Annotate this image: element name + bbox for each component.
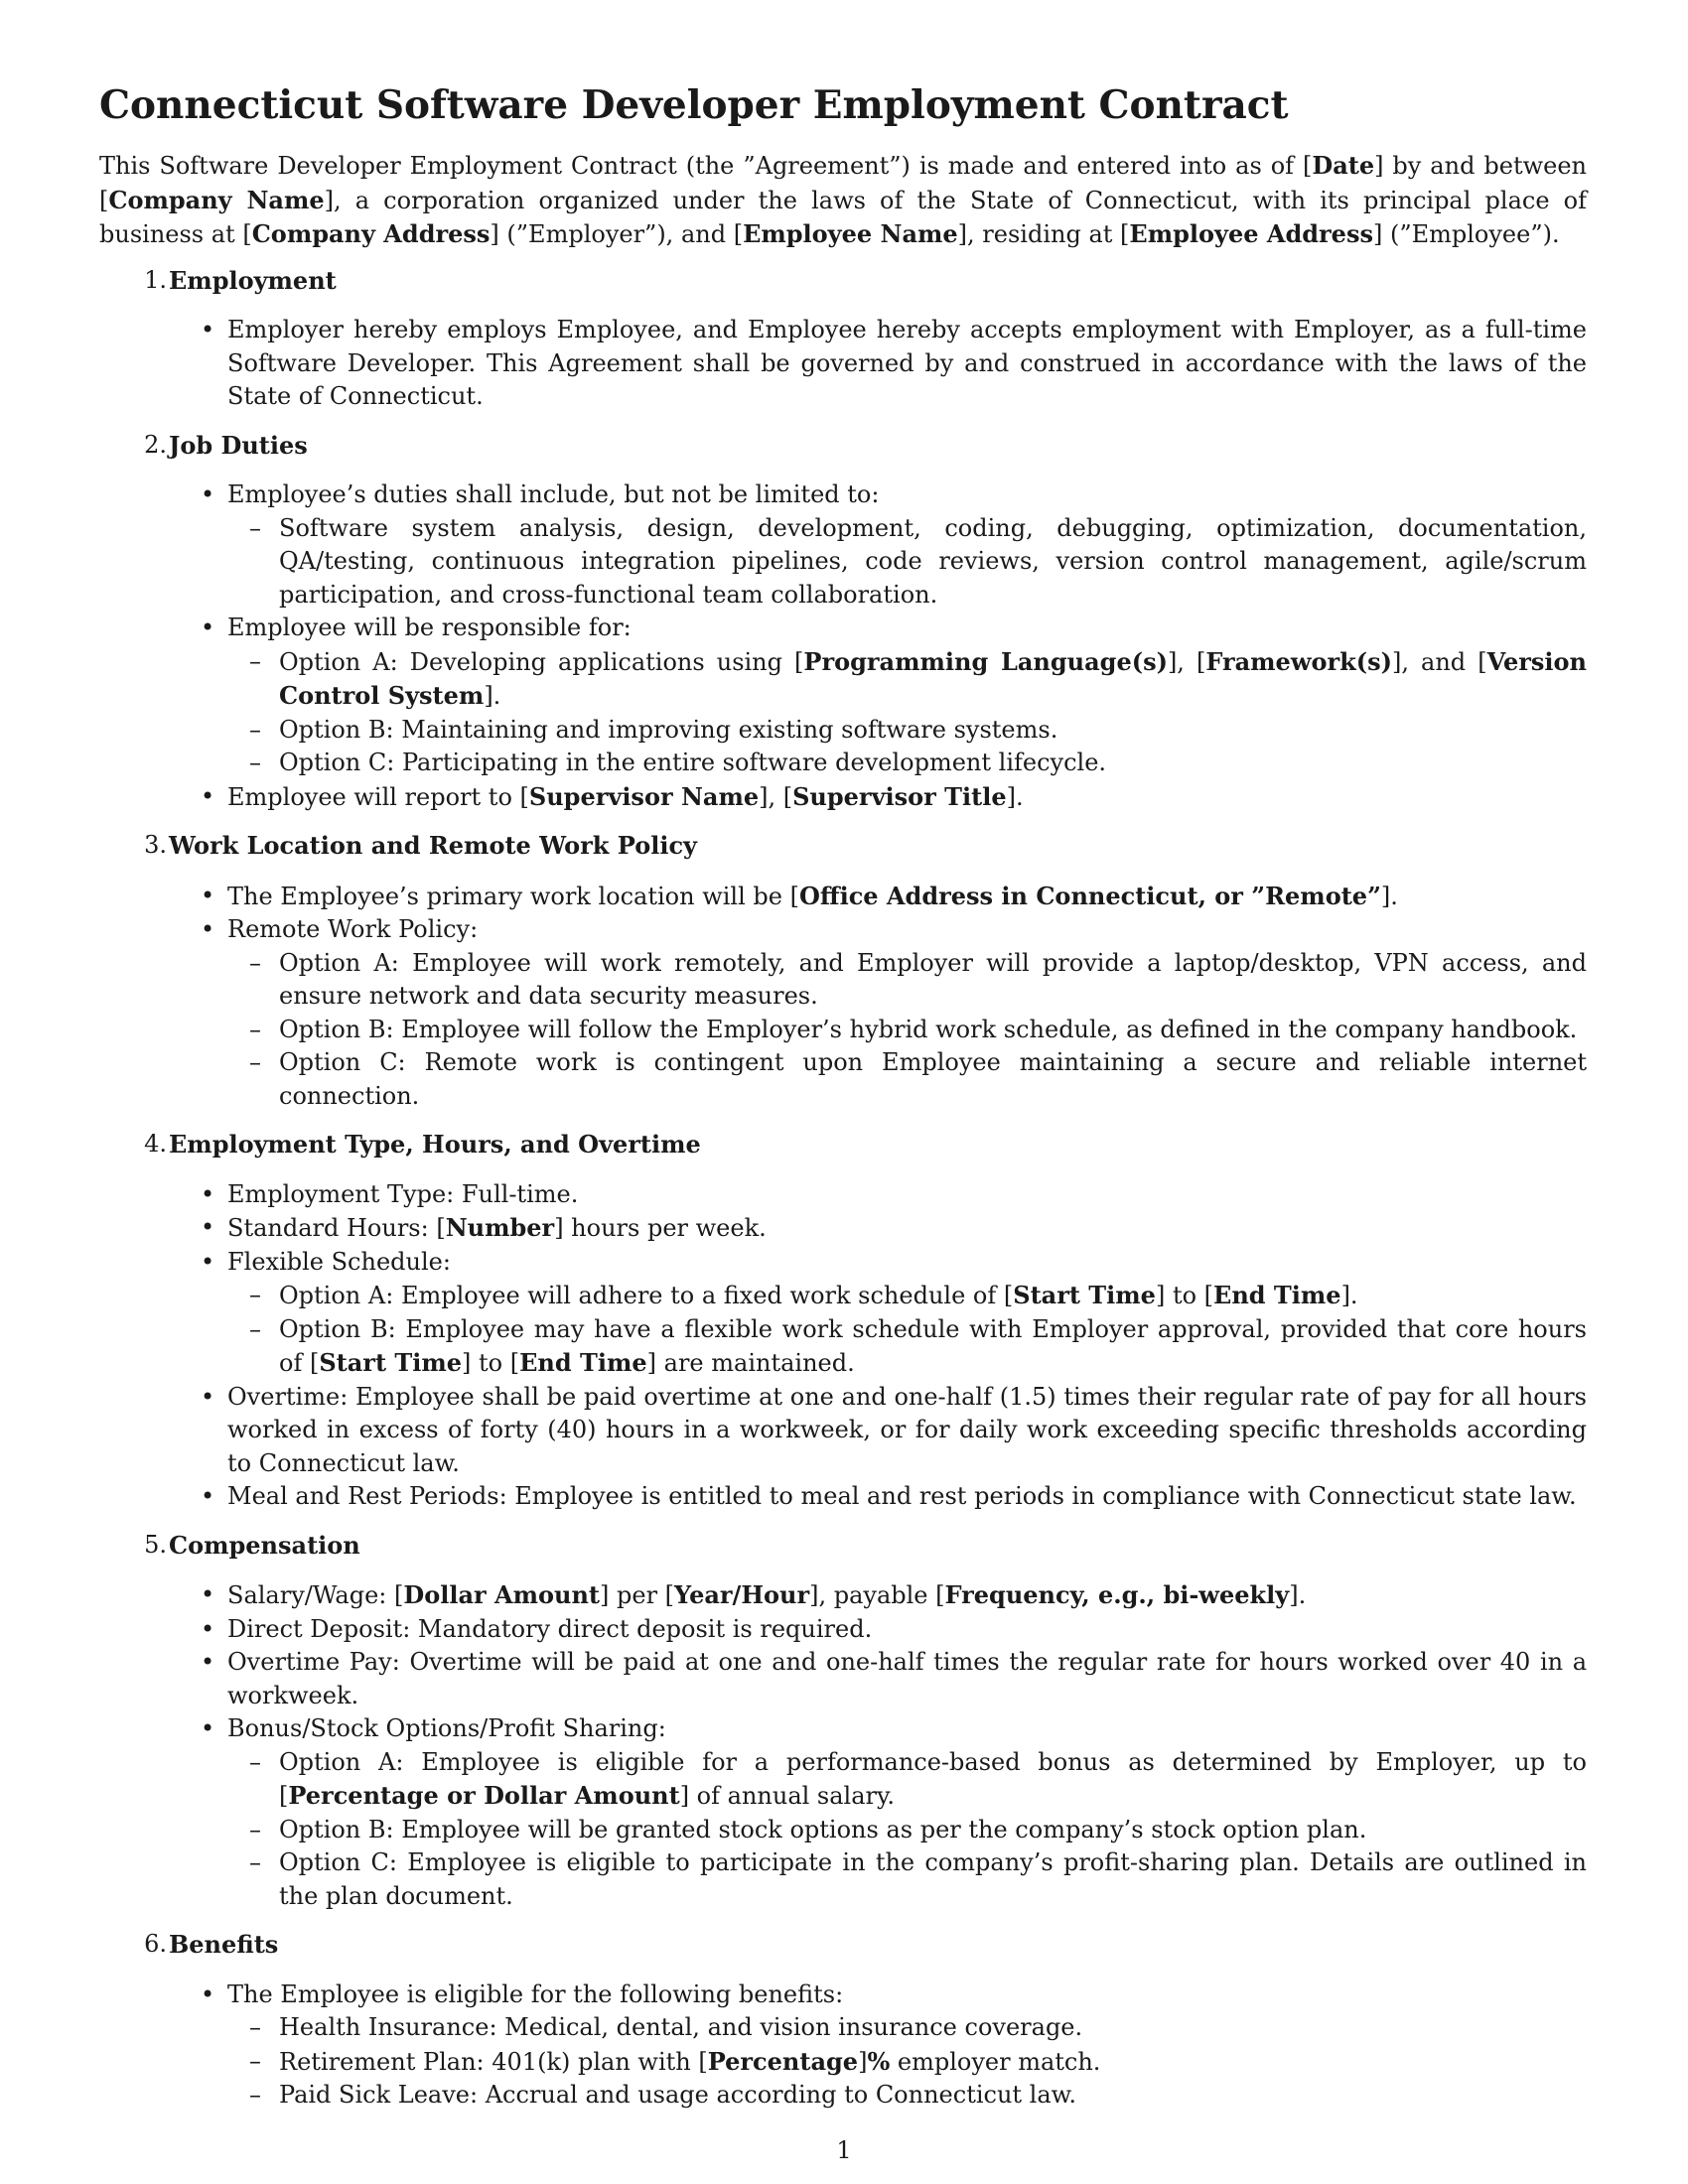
text-run: ] (”Employer”), and: [490, 220, 734, 248]
sub-item: [279, 1014, 1587, 1047]
text-run: ], and [: [1391, 647, 1487, 676]
sub-item: [279, 2011, 1587, 2045]
text-run: ], [: [759, 782, 793, 811]
text-run: ]: [858, 2047, 868, 2076]
section-4: [99, 1128, 1587, 1514]
text-run: employer match.: [890, 2047, 1101, 2076]
bullet-item: [227, 780, 1587, 815]
sub-list: [227, 645, 1587, 780]
section-heading: [99, 429, 1587, 463]
section-number: 1.: [144, 265, 167, 294]
text-run: This Software Developer Employment Contract (the ”Agreement”) is made and entered into as of: [99, 152, 1304, 180]
text-run: ] to [: [1155, 1282, 1214, 1309]
sub-item: [279, 714, 1587, 748]
section-title: Benefits: [169, 1930, 279, 1959]
text-run: ] per [: [600, 1581, 675, 1609]
text-run: Option A: Developing applications using [: [279, 647, 804, 676]
sub-item: [279, 747, 1587, 780]
section-heading: [99, 829, 1587, 863]
placeholder-field: %: [867, 2046, 891, 2076]
text-run: The Employee’s primary work location will be [: [227, 882, 799, 910]
text-run: Bonus/Stock Options/Profit Sharing:: [227, 1714, 666, 1742]
section-heading: [99, 1928, 1587, 1962]
sub-item: [279, 2079, 1587, 2113]
bullet-item: [227, 1712, 1587, 1913]
section-number: 5.: [144, 1530, 167, 1559]
text-run: [: [1303, 152, 1313, 180]
section-title: Compensation: [169, 1530, 360, 1560]
bullet-list: [99, 1979, 1587, 2113]
bullet-item: [227, 913, 1587, 1113]
bullet-item: [227, 1646, 1587, 1712]
placeholder-field: Version Control System: [279, 646, 1587, 710]
text-run: ].: [1289, 1581, 1307, 1609]
text-run: Overtime Pay: Overtime will be paid at one and one-half times the regular rate for hours worked over 40 in a workweek.: [227, 1648, 1587, 1709]
sub-item: [279, 1814, 1587, 1847]
section-heading: [99, 1128, 1587, 1161]
placeholder-field: Employee Address: [1129, 219, 1373, 248]
placeholder-field: End Time: [519, 1348, 647, 1377]
text-run: Software system analysis, design, development, coding, debugging, optimization, documentation, QA/testing, continuous integration pipelines, code reviews, version control management, agile/scrum participation, and cross-functional team collaboration.: [279, 513, 1587, 609]
text-run: The Employee is eligible for the following benefits:: [227, 1979, 844, 2008]
sub-item: [279, 1846, 1587, 1913]
text-run: [: [733, 220, 744, 248]
sub-item: [279, 1046, 1587, 1113]
placeholder-field: Dollar Amount: [403, 1580, 601, 1609]
section-title: Employment: [169, 265, 337, 295]
placeholder-field: Supervisor Name: [528, 781, 760, 811]
text-run: Employer hereby employs Employee, and Employee hereby accepts employment with Employer, as a full-time Software Developer. This Agreement shall be governed by and construed in accordance with the laws of the State of Connecticut.: [227, 316, 1587, 410]
text-run: ], residing at: [957, 220, 1121, 248]
text-run: Employee will be responsible for:: [227, 614, 632, 641]
sub-list: [227, 947, 1587, 1114]
section-heading: [99, 1529, 1587, 1563]
placeholder-field: Company Name: [108, 185, 325, 214]
section-title: Employment Type, Hours, and Overtime: [169, 1130, 701, 1159]
section-1: [99, 264, 1587, 414]
section-title: Work Location and Remote Work Policy: [169, 831, 697, 860]
text-run: Option C: Employee is eligible to participate in the company’s profit-sharing plan. Details are outlined in the plan document.: [279, 1848, 1587, 1910]
text-run: Direct Deposit: Mandatory direct deposit is required.: [227, 1614, 873, 1643]
placeholder-field: Number: [445, 1213, 555, 1242]
bullet-item: [227, 612, 1587, 780]
placeholder-field: Start Time: [1013, 1281, 1156, 1309]
section-heading: [99, 264, 1587, 298]
sub-list: [227, 512, 1587, 613]
bullet-item: [227, 1979, 1587, 2113]
sub-list: [227, 1279, 1587, 1381]
sub-list: [227, 2011, 1587, 2113]
bullet-list: [99, 880, 1587, 1114]
section-2: [99, 429, 1587, 815]
text-run: ].: [1340, 1282, 1358, 1309]
text-run: Salary/Wage: [: [227, 1581, 404, 1609]
intro-paragraph: [99, 149, 1587, 252]
placeholder-field: End Time: [1213, 1281, 1341, 1309]
placeholder-field: Office Address in Connecticut, or ”Remote”: [798, 881, 1381, 910]
text-run: Flexible Schedule:: [227, 1247, 451, 1276]
bullet-item: [227, 1178, 1587, 1212]
section-number: 2.: [144, 430, 167, 459]
placeholder-field: Date: [1312, 151, 1375, 180]
placeholder-field: Year/Hour: [674, 1580, 810, 1609]
text-run: ] to [: [462, 1349, 520, 1377]
text-run: ] of annual salary.: [679, 1782, 896, 1810]
bullet-item: [227, 1381, 1587, 1481]
bullet-list: [99, 478, 1587, 814]
bullet-item: [227, 880, 1587, 914]
text-run: Option C: Remote work is contingent upon Employee maintaining a secure and reliable internet connection.: [279, 1048, 1587, 1110]
text-run: ] by and between: [1374, 152, 1588, 180]
section-number: 6.: [144, 1930, 167, 1958]
section-3: [99, 829, 1587, 1113]
section-number: 4.: [144, 1130, 167, 1158]
bullet-item: [227, 478, 1587, 612]
sub-item: [279, 1746, 1587, 1814]
text-run: Option B: Employee may have a flexible work schedule with Employer approval, provided that core hours of [: [279, 1314, 1587, 1377]
sub-item: [279, 1279, 1587, 1313]
sub-item: [279, 947, 1587, 1014]
text-run: Employee will report to [: [227, 782, 529, 811]
sub-item: [279, 645, 1587, 714]
section-number: 3.: [144, 831, 167, 859]
text-run: ].: [1006, 782, 1024, 811]
section-list: [99, 264, 1587, 2113]
text-run: [: [99, 186, 109, 214]
placeholder-field: Employee Name: [743, 219, 958, 248]
bullet-item: [227, 1578, 1587, 1613]
placeholder-field: Programming Language(s): [803, 646, 1168, 676]
text-run: ], payable [: [809, 1581, 945, 1609]
bullet-item: [227, 1480, 1587, 1514]
page-number: 1: [836, 2136, 852, 2164]
text-run: ], [: [1167, 647, 1206, 676]
text-run: Option B: Employee will be granted stock options as per the company’s stock option plan.: [279, 1815, 1367, 1843]
text-run: Employment Type: Full-time.: [227, 1179, 579, 1208]
placeholder-field: Percentage: [707, 2046, 859, 2076]
text-run: Meal and Rest Periods: Employee is entitled to meal and rest periods in compliance with Connecticut state law.: [227, 1482, 1577, 1510]
document-page: [99, 81, 1587, 2146]
text-run: Option B: Maintaining and improving existing software systems.: [279, 715, 1058, 744]
text-run: Option C: Participating in the entire software development lifecycle.: [279, 749, 1107, 776]
sub-item: [279, 512, 1587, 613]
text-run: ] (”Employee”).: [1372, 220, 1560, 248]
text-run: [: [242, 220, 252, 248]
text-run: Health Insurance: Medical, dental, and vision insurance coverage.: [279, 2013, 1083, 2041]
text-run: Option A: Employee will adhere to a fixed work schedule of [: [279, 1282, 1014, 1309]
placeholder-field: Percentage or Dollar Amount: [288, 1781, 680, 1810]
text-run: ] are maintained.: [646, 1349, 855, 1377]
placeholder-field: Frequency, e.g., bi-weekly: [944, 1580, 1290, 1609]
placeholder-field: Start Time: [319, 1348, 463, 1377]
section-title: Job Duties: [169, 430, 308, 460]
bullet-list: [99, 1178, 1587, 1514]
text-run: Overtime: Employee shall be paid overtime at one and one-half (1.5) times their regular rate of pay for all hours worked in excess of forty (40) hours in a workweek, or for daily work exceeding specific thresholds according to Connecticut law.: [227, 1382, 1587, 1477]
bullet-item: [227, 1613, 1587, 1647]
text-run: Retirement Plan: 401(k) plan with [: [279, 2047, 708, 2076]
placeholder-field: Supervisor Title: [792, 781, 1007, 811]
sub-item: [279, 2045, 1587, 2080]
text-run: Option A: Employee is eligible for a performance-based bonus as determined by Employer, up to [: [279, 1747, 1587, 1810]
sub-list: [227, 1746, 1587, 1914]
bullet-item: [227, 314, 1587, 414]
text-run: [: [1120, 220, 1130, 248]
text-run: Option B: Employee will follow the Employer’s hybrid work schedule, as defined in the company handbook.: [279, 1015, 1578, 1043]
bullet-item: [227, 1211, 1587, 1246]
placeholder-field: Framework(s): [1205, 646, 1392, 676]
text-run: Remote Work Policy:: [227, 915, 479, 943]
section-6: [99, 1928, 1587, 2113]
section-5: [99, 1529, 1587, 1914]
text-run: Standard Hours: [: [227, 1214, 446, 1242]
text-run: ] hours per week.: [554, 1214, 767, 1242]
text-run: Paid Sick Leave: Accrual and usage according to Connecticut law.: [279, 2081, 1076, 2109]
text-run: Option A: Employee will work remotely, and Employer will provide a laptop/desktop, VPN access, and ensure network and data security measures.: [279, 948, 1587, 1010]
text-run: ], a corporation organized under the laws of the State of Connecticut, with its principal place of business at: [99, 186, 1587, 248]
placeholder-field: Company Address: [251, 219, 491, 248]
text-run: Employee’s duties shall include, but not be limited to:: [227, 480, 880, 508]
text-run: ].: [1380, 882, 1398, 910]
sub-item: [279, 1313, 1587, 1381]
bullet-item: [227, 1246, 1587, 1381]
document-title: Connecticut Software Developer Employment Contract: [99, 82, 1289, 128]
bullet-list: [99, 1578, 1587, 1913]
bullet-list: [99, 314, 1587, 414]
text-run: ].: [484, 682, 501, 710]
